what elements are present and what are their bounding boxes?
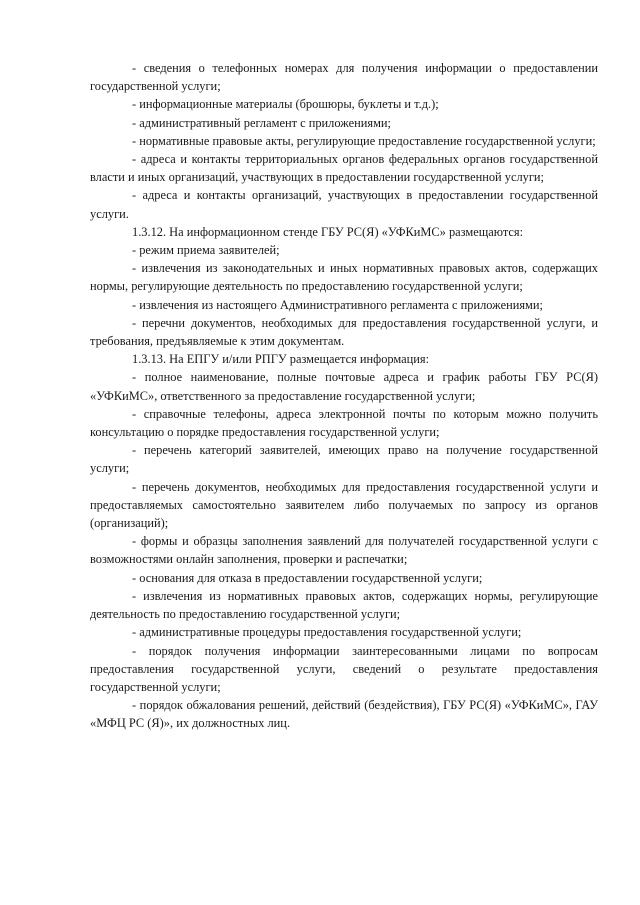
paragraph: - справочные телефоны, адреса электронной почты по которым можно получить консультацию о порядке предоставления государственной услуги; [90, 406, 598, 440]
paragraph: - нормативные правовые акты, регулирующие предоставление государственной услуги; [132, 133, 596, 148]
section-heading: 1.3.12. На информационном стенде ГБУ РС(Я) «УФКиМС» размещаются: [132, 224, 524, 239]
paragraph: - извлечения из законодательных и иных нормативных правовых актов, содержащих нормы, регулирующие деятельность по предоставлению государственной услуги; [90, 261, 598, 294]
paragraph: - формы и образцы заполнения заявлений для получателей государственной услуги с возможностями онлайн заполнения, проверки и распечатки; [90, 534, 598, 567]
paragraph: - извлечения из настоящего Административного регламента с приложениями; [132, 297, 543, 312]
paragraph: - полное наименование, полные почтовые адреса и график работы ГБУ РС(Я) «УФКиМС», ответственного за предоставление государственной услуги; [90, 370, 598, 403]
paragraph: - информационные материалы (брошюры, буклеты и т.д.); [132, 97, 439, 112]
paragraph: - адреса и контакты организаций, участвующих в предоставлении государственной услуги. [90, 188, 598, 221]
document-body [90, 59, 598, 733]
paragraph: - сведения о телефонных номерах для получения информации о предоставлении государственной услуги; [90, 61, 598, 94]
section-heading: 1.3.13. На ЕПГУ и/или РПГУ размещается информация: [132, 352, 430, 367]
paragraph: - перечни документов, необходимых для предоставления государственной услуги, и требования, предъявляемые к этим документам. [90, 315, 598, 349]
paragraph: - извлечения из нормативных правовых актов, содержащих нормы, регулирующие деятельность по предоставлению государственной услуги; [90, 588, 598, 622]
paragraph: - адреса и контакты территориальных органов федеральных органов государственной власти и иных организаций, участвующих в предоставлении государственной услуги; [90, 152, 598, 185]
paragraph: - административный регламент с приложениями; [132, 115, 391, 130]
paragraph: - административные процедуры предоставления государственной услуги; [132, 625, 522, 640]
paragraph: - перечень документов, необходимых для предоставления государственной услуги и предоставляемых самостоятельно заявителем либо получаемых по запросу из органов (организаций); [90, 479, 598, 531]
paragraph: - порядок обжалования решений, действий (бездействия), ГБУ РС(Я) «УФКиМС», ГАУ «МФЦ РС (Я)», их должностных лиц. [90, 698, 598, 731]
paragraph: - основания для отказа в предоставлении государственной услуги; [132, 570, 483, 585]
paragraph: - перечень категорий заявителей, имеющих право на получение государственной услуги; [90, 443, 598, 476]
paragraph: - режим приема заявителей; [132, 243, 280, 258]
paragraph: - порядок получения информации заинтересованными лицами по вопросам предоставления государственной услуги, сведений о результате предоставления государственной услуги; [90, 643, 598, 694]
